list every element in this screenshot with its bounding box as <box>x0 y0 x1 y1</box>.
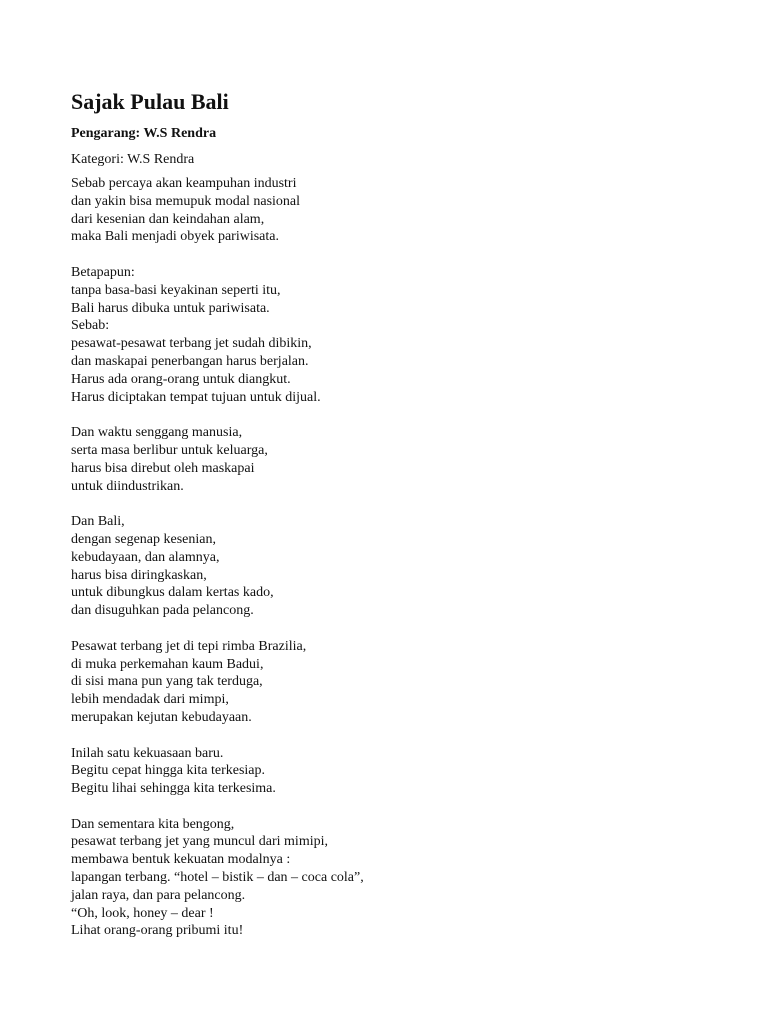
poem-line: Sebab: <box>71 318 110 334</box>
poem-line: Harus diciptakan tempat tujuan untuk dijual. <box>71 389 321 405</box>
poem-line: maka Bali menjadi obyek pariwisata. <box>71 229 279 245</box>
poem-line: “Oh, look, honey – dear ! <box>71 905 214 921</box>
author-line: Pengarang: W.S Rendra <box>71 126 217 141</box>
stanza-4 <box>71 513 731 620</box>
poem-line: tanpa basa-basi keyakinan seperti itu, <box>71 282 281 298</box>
stanza-5 <box>71 638 731 727</box>
poem-body <box>71 175 731 940</box>
stanza-3 <box>71 424 731 495</box>
poem-line: Lihat orang-orang pribumi itu! <box>71 923 244 939</box>
poem-line: Harus ada orang-orang untuk diangkut. <box>71 371 291 387</box>
poem-line: dan yakin bisa memupuk modal nasional <box>71 193 301 209</box>
poem-line: kebudayaan, dan alamnya, <box>71 549 220 565</box>
poem-line: lebih mendadak dari mimpi, <box>71 692 229 708</box>
poem-line: dan disuguhkan pada pelancong. <box>71 603 254 619</box>
poem-line: lapangan terbang. “hotel – bistik – dan – coca cola”, <box>71 870 364 886</box>
poem-line: untuk diindustrikan. <box>71 478 184 494</box>
poem-line: dan maskapai penerbangan harus berjalan. <box>71 353 309 369</box>
poem-line: Sebab percaya akan keampuhan industri <box>71 176 297 191</box>
poem-line: membawa bentuk kekuatan modalnya : <box>71 852 291 868</box>
poem-line: jalan raya, dan para pelancong. <box>71 887 246 903</box>
poem-line: di muka perkemahan kaum Badui, <box>71 656 264 672</box>
stanza-1 <box>71 175 731 246</box>
stanza-7 <box>71 816 731 941</box>
poem-line: Begitu cepat hingga kita terkesiap. <box>71 763 265 779</box>
poem-title: Sajak Pulau Bali <box>71 89 229 114</box>
poem-line: pesawat terbang jet yang muncul dari mimipi, <box>71 834 328 850</box>
poem-line: serta masa berlibur untuk keluarga, <box>71 442 268 458</box>
poem-line: Begitu lihai sehingga kita terkesima. <box>71 781 276 797</box>
poem-line: Betapapun: <box>71 264 135 280</box>
poem-line: Pesawat terbang jet di tepi rimba Brazilia, <box>71 638 307 654</box>
poem-line: Dan sementara kita bengong, <box>71 816 235 832</box>
poem-line: Inilah satu kekuasaan baru. <box>71 745 224 761</box>
stanza-6 <box>71 745 731 798</box>
poem-line: pesawat-pesawat terbang jet sudah dibikin, <box>71 336 312 352</box>
poem-line: dengan segenap kesenian, <box>71 531 216 547</box>
poem-line: Dan Bali, <box>71 514 125 530</box>
poem-line: di sisi mana pun yang tak terduga, <box>71 674 263 690</box>
poem-line: Bali harus dibuka untuk pariwisata. <box>71 300 270 316</box>
document-page <box>71 86 731 958</box>
poem-line: untuk dibungkus dalam kertas kado, <box>71 585 274 601</box>
stanza-2 <box>71 264 731 406</box>
poem-line: Dan waktu senggang manusia, <box>71 425 243 441</box>
poem-line: harus bisa diringkaskan, <box>71 567 207 583</box>
poem-line: merupakan kejutan kebudayaan. <box>71 709 252 725</box>
category-line: Kategori: W.S Rendra <box>71 152 195 167</box>
poem-line: dari kesenian dan keindahan alam, <box>71 211 265 227</box>
poem-line: harus bisa direbut oleh maskapai <box>71 460 255 476</box>
